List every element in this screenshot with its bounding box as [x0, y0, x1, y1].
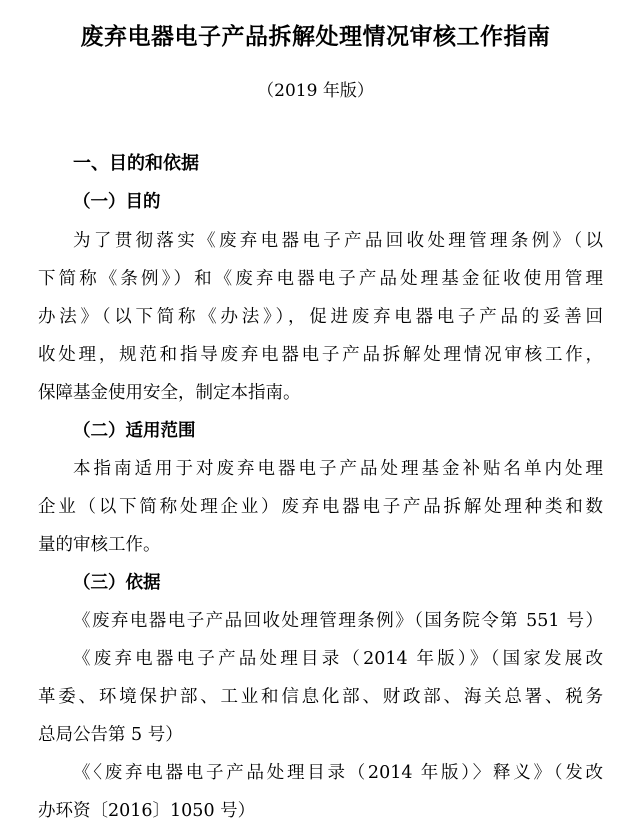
paragraph-line: 保障基金使用安全，制定本指南。 — [38, 383, 301, 403]
paragraph-line: 企业（以下简称处理企业）废弃电器电子产品拆解处理种类和数 — [38, 497, 603, 517]
reference-line: 总局公告第 5 号） — [38, 725, 183, 745]
paragraph-line: 下简称《条例》）和《废弃电器电子产品处理基金征收使用管理 — [38, 269, 603, 289]
paragraph-line: 为了贯彻落实《废弃电器电子产品回收处理管理条例》（以 — [73, 231, 603, 251]
reference-line: 《废弃电器电子产品回收处理管理条例》（国务院令第 551 号） — [73, 611, 603, 631]
paragraph-line: 本指南适用于对废弃电器电子产品处理基金补贴名单内处理 — [73, 459, 603, 479]
reference-line: 办环资〔2016〕1050 号） — [38, 801, 256, 821]
paragraph-line: 办法》（以下简称《办法》），促进废弃电器电子产品的妥善回 — [38, 307, 603, 327]
subsection-heading-basis: （三）依据 — [73, 573, 161, 593]
subsection-heading-scope: （二）适用范围 — [73, 421, 196, 441]
paragraph-line: 量的审核工作。 — [38, 535, 161, 555]
section-heading-purpose-basis: 一、目的和依据 — [73, 153, 199, 174]
reference-line: 《废弃电器电子产品处理目录（2014 年版）》（国家发展改 — [73, 649, 603, 669]
subsection-heading-purpose: （一）目的 — [73, 192, 161, 212]
document-title: 废弃电器电子产品拆解处理情况审核工作指南 — [80, 24, 551, 50]
reference-line: 革委、环境保护部、工业和信息化部、财政部、海关总署、税务 — [38, 687, 603, 707]
reference-line: 《〈废弃电器电子产品处理目录（2014 年版）〉释义》（发改 — [73, 763, 603, 783]
document-edition: （2019 年版） — [257, 81, 374, 101]
paragraph-line: 收处理，规范和指导废弃电器电子产品拆解处理情况审核工作， — [38, 345, 603, 365]
